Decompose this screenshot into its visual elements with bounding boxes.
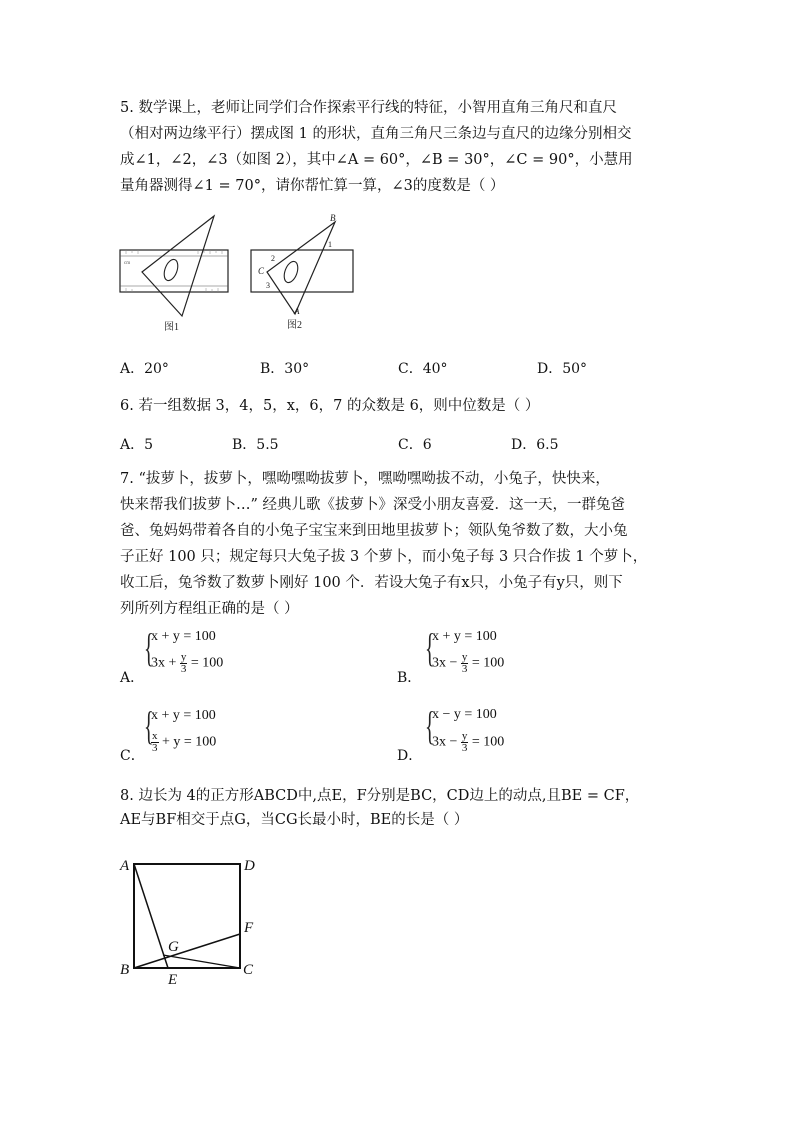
equation-1: x + y = 100 (151, 708, 216, 723)
equation-2: $\frac{x}{3}$ + y = 100 (152, 730, 217, 754)
svg-text:1: 1 (328, 240, 332, 249)
option-label: B． (397, 670, 422, 686)
equation-2: 3x − $\frac{y}{3}$ = 100 (432, 730, 505, 754)
q6-text: 6. 若一组数据 3，4，5，x，6，7 的众数是 6，则中位数是（ ） (120, 398, 540, 414)
equation-2: 3x + $\frac{y}{3}$ = 100 (151, 651, 224, 675)
option-label: C． (120, 748, 145, 764)
svg-text:A: A (120, 858, 130, 874)
svg-text:C: C (258, 266, 265, 276)
q5-line-3: 成∠1，∠2，∠3（如图 2），其中∠A = 60°，∠B = 30°，∠C = 90°，小慧用 (120, 152, 633, 168)
q5-line-4: 量角器测得∠1 = 70°，请你帮忙算一算，∠3的度数是（ ） (120, 178, 505, 194)
q6-option-b[interactable]: B．5.5 (232, 437, 279, 453)
svg-text:F: F (244, 920, 254, 936)
svg-text:E: E (168, 972, 178, 988)
figure-2 (249, 210, 359, 337)
square-figure (112, 848, 272, 988)
q5-option-a[interactable]: A．20° (120, 361, 169, 377)
q7-line-3: 爸、兔妈妈带着各自的小兔子宝宝来到田地里拔萝卜；领队兔爷数了数，大小兔 (120, 523, 628, 539)
q7-line-4: 子正好 100 只；规定每只大兔子拔 3 个萝卜，而小兔子每 3 只合作拔 1 个萝卜， (120, 549, 648, 565)
q7-line-1: 7. “拔萝卜，拔萝卜，嘿呦嘿呦拔萝卜，嘿呦嘿呦拔不动，小兔子，快快来， (120, 471, 610, 487)
q5-option-b[interactable]: B．30° (260, 361, 310, 377)
q7-line-2: 快来帮我们拔萝卜…” 经典儿歌《拔萝卜》深受小朋友喜爱．这一天，一群兔爸 (120, 497, 626, 513)
equation-1: x + y = 100 (432, 629, 497, 644)
option-label: A． (120, 670, 145, 686)
option-label: D． (397, 748, 423, 764)
svg-text:C: C (243, 962, 254, 978)
svg-text:B: B (120, 962, 130, 978)
q7-line-5: 收工后，兔爷数了数萝卜刚好 100 个．若设大兔子有x只，小兔子有y只，则下 (120, 575, 623, 591)
brace: { (144, 625, 154, 670)
brace: { (144, 703, 154, 748)
triangle-ruler (267, 222, 335, 314)
equation-2: 3x − $\frac{y}{3}$ = 100 (432, 651, 505, 675)
q6-option-c[interactable]: C．6 (398, 437, 432, 453)
segment-gc (163, 955, 240, 968)
brace: { (425, 625, 435, 670)
equation-1: x + y = 100 (151, 629, 216, 644)
svg-text:cm: cm (124, 261, 131, 266)
q6-option-a[interactable]: A．5 (120, 437, 154, 453)
svg-text:A: A (294, 306, 300, 316)
fig2-caption: 图2 (287, 320, 302, 331)
q8-line-1: 8. 边长为 4的正方形ABCD中,点E，F分别是BC，CD边上的动点,且BE = CF， (120, 788, 640, 804)
svg-text:D: D (244, 858, 255, 874)
q6-option-d[interactable]: D．6.5 (511, 437, 559, 453)
q5-option-c[interactable]: C．40° (398, 361, 448, 377)
svg-text:G: G (168, 939, 179, 955)
brace: { (425, 703, 435, 748)
svg-text:3: 3 (266, 281, 270, 290)
segment-bf (134, 934, 240, 968)
q8-line-2: AE与BF相交于点G，当CG长最小时，BE的长是（ ） (120, 812, 469, 828)
svg-text:2: 2 (271, 254, 275, 263)
square-abcd (134, 864, 240, 968)
q7-line-6: 列所列方程组正确的是（ ） (120, 601, 299, 617)
fig1-caption: 图1 (164, 322, 179, 333)
equation-1: x − y = 100 (432, 707, 497, 722)
svg-text:B: B (330, 213, 336, 223)
figure-1 (118, 212, 233, 337)
q5-line-2: （相对两边缘平行）摆成图 1 的形状，直角三角尺三条边与直尺的边缘分别相交 (120, 126, 632, 142)
q5-option-d[interactable]: D．50° (537, 361, 588, 377)
q5-line-1: 5. 数学课上，老师让同学们合作探索平行线的特征，小智用直角三角尺和直尺 (120, 100, 617, 116)
segment-ae (134, 864, 168, 968)
